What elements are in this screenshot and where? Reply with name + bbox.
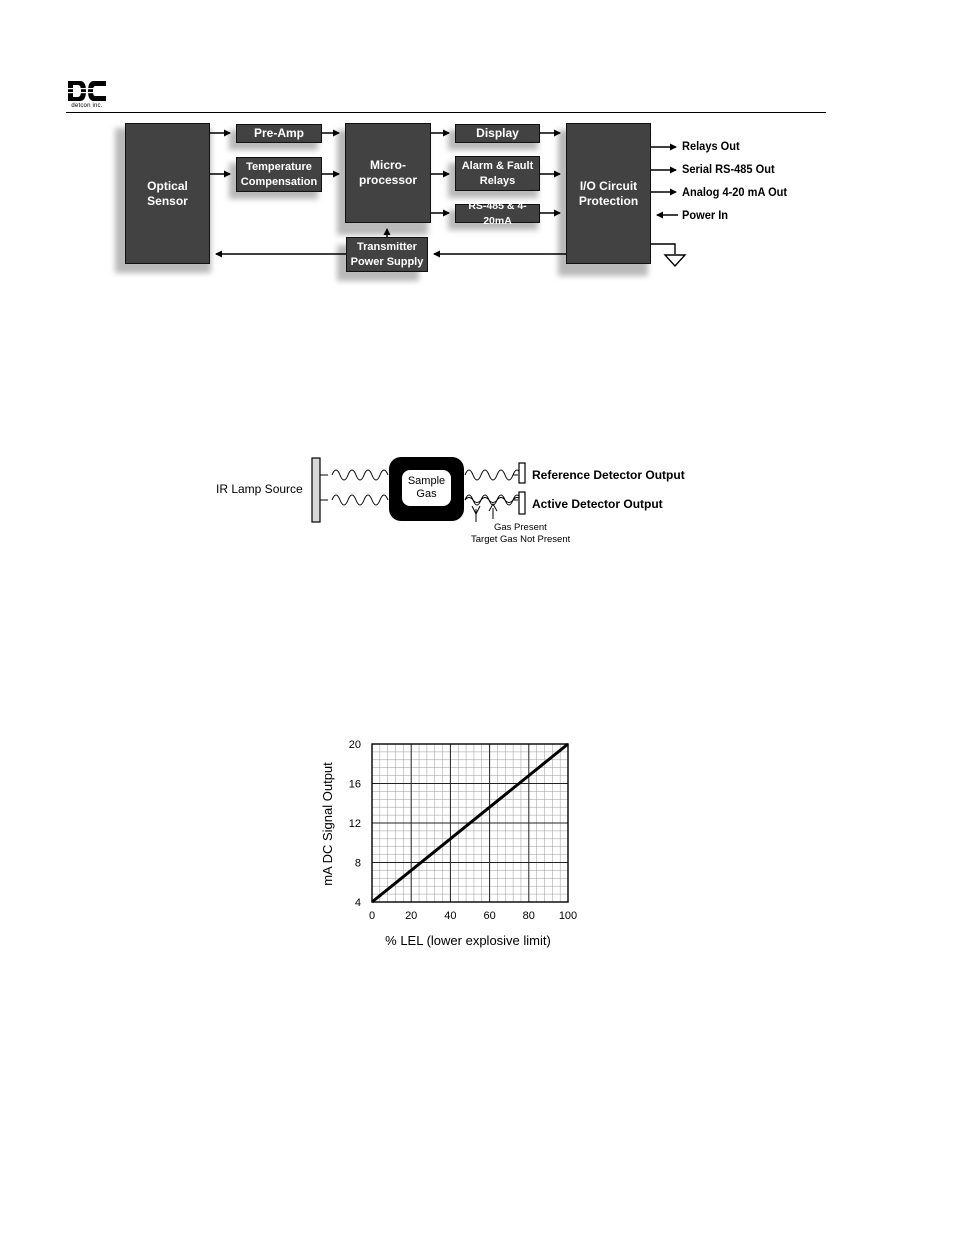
sample-gas-label: Sample Gas <box>402 470 451 506</box>
y-tick-label: 12 <box>348 818 361 830</box>
y-axis-label: mA DC Signal Output <box>320 762 335 886</box>
ir-sensing-diagram <box>210 452 710 552</box>
y-tick-label: 8 <box>354 857 361 870</box>
output-label: Analog 4-20 mA Out <box>682 185 788 199</box>
rs485-box: RS-485 & 4-20mA <box>455 204 540 223</box>
sample-gas-chamber <box>389 457 464 521</box>
active-detector-icon <box>519 492 525 514</box>
x-tick-label: 60 <box>483 910 496 922</box>
x-axis-label: % LEL (lower explosive limit) <box>385 933 551 948</box>
y-tick-label: 4 <box>354 897 361 909</box>
ir-lamp-source-label: IR Lamp Source <box>216 482 303 496</box>
y-tick-label: 20 <box>348 739 361 751</box>
logo-subtext: detcon inc. <box>71 103 103 109</box>
output-label: Relays Out <box>682 139 740 153</box>
output-label: Power In <box>682 208 729 222</box>
optical-sensor-box: Optical Sensor <box>125 123 210 264</box>
io-circuit-protection-box: I/O Circuit Protection <box>566 123 651 264</box>
x-tick-label: 0 <box>368 910 376 922</box>
temperature-compensation-box: Temperature Compensation <box>236 157 322 192</box>
reference-detector-icon <box>519 463 525 483</box>
display-box: Display <box>455 124 540 143</box>
ir-lamp-icon <box>312 458 320 522</box>
block-diagram <box>110 118 830 288</box>
alarm-fault-relays-box: Alarm & Fault Relays <box>455 156 540 191</box>
ir-wave <box>332 495 388 505</box>
gas-present-label: Gas Present <box>494 522 547 533</box>
y-tick-label: 16 <box>348 778 361 791</box>
x-tick-label: 80 <box>522 910 535 922</box>
header-divider <box>66 112 826 113</box>
ir-wave <box>332 470 388 480</box>
x-tick-label: 20 <box>405 910 418 922</box>
output-label: Serial RS-485 Out <box>682 162 775 176</box>
x-tick-label: 40 <box>444 910 457 922</box>
ground-wire <box>651 244 675 254</box>
ir-wave <box>465 470 521 480</box>
gas-not-present-label: Target Gas Not Present <box>471 534 571 545</box>
chart-svg <box>310 730 600 960</box>
ground-icon <box>665 255 685 266</box>
pre-amp-box: Pre-Amp <box>236 124 322 143</box>
microprocessor-box: Micro- processor <box>345 123 431 223</box>
signal-output-chart <box>310 730 600 960</box>
active-detector-label: Active Detector Output <box>532 497 663 511</box>
transmitter-power-supply-box: Transmitter Power Supply <box>346 237 428 272</box>
reference-detector-label: Reference Detector Output <box>532 468 685 482</box>
detcon-logo <box>66 79 108 111</box>
x-tick-label: 100 <box>558 910 578 922</box>
